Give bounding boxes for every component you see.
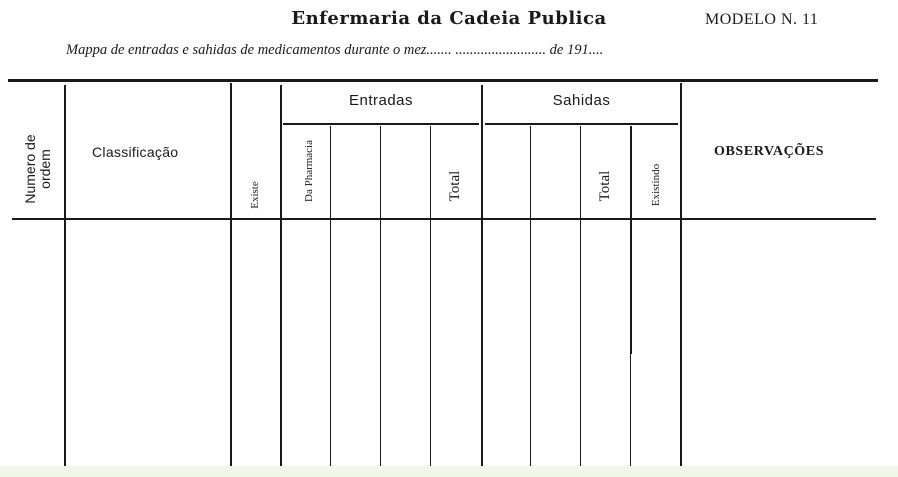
da-pharmacia-header: Da Pharmacia (303, 140, 315, 202)
sahidas-group-header: Sahidas (552, 92, 611, 109)
observacoes-header: OBSERVAÇÕES (714, 144, 825, 159)
model-number-label: MODELO N. 11 (705, 11, 819, 28)
col-divider-sahidas-3-lower (630, 354, 631, 471)
col-divider-entradas-3 (430, 126, 431, 471)
col-divider-entradas-1 (330, 126, 331, 471)
entradas-group-rule (283, 123, 479, 125)
col-divider-sahidas-1 (530, 126, 531, 471)
classificacao-header: Classificação (92, 144, 179, 160)
existindo-header: Existindo (650, 163, 662, 207)
col-divider-entradas-sahidas (481, 85, 483, 475)
header-bottom-rule (12, 218, 876, 220)
form-title: Enfermaria da Cadeia Publica (291, 8, 607, 29)
sahidas-group-rule (485, 123, 678, 125)
col-divider-observacoes (680, 83, 682, 475)
form-subtitle: Mappa de entradas e sahidas de medicamentos durante o mez....... ......................... de 191.... (66, 42, 604, 58)
numero-ordem-cell (12, 118, 64, 218)
sahidas-total-header: Total (597, 170, 613, 202)
numero-ordem-label: Numero de ordem (22, 134, 53, 204)
col-divider-ordem (64, 85, 66, 473)
entradas-total-header: Total (447, 170, 463, 202)
col-divider-existe (280, 85, 282, 475)
col-divider-classificacao (230, 83, 232, 475)
col-divider-sahidas-2 (580, 126, 581, 471)
page-bottom-edge (0, 466, 898, 477)
col-divider-sahidas-3 (630, 126, 632, 354)
table-top-rule (8, 79, 878, 82)
existe-header: Existe (249, 181, 261, 209)
col-divider-entradas-2 (380, 126, 381, 471)
entradas-group-header: Entradas (348, 92, 414, 109)
numero-ordem-header (23, 115, 53, 223)
